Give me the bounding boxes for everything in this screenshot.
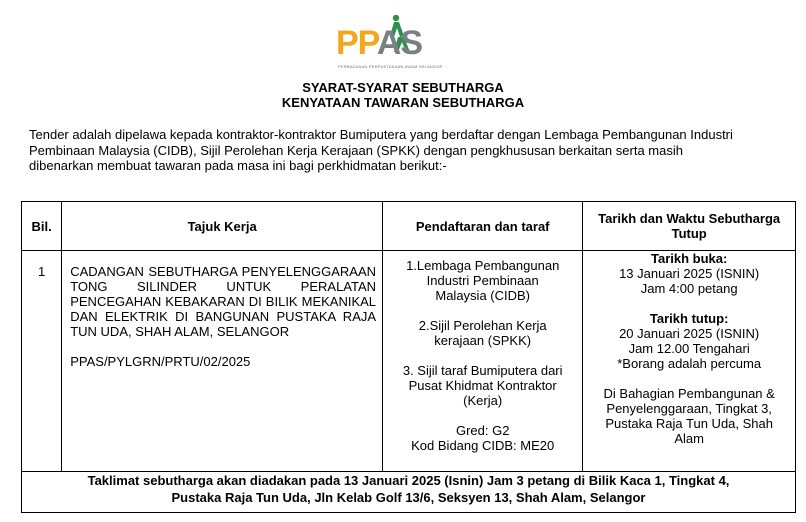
daftar-line: kerajaan (SPKK)	[434, 333, 532, 348]
row-bil: 1	[22, 251, 62, 472]
taklimat-line: Pustaka Raja Tun Uda, Jln Kelab Golf 13/6, Seksyen 13, Shah Alam, Selangor	[171, 490, 646, 505]
header-bil: Bil.	[22, 202, 62, 251]
taklimat-notice	[22, 472, 796, 513]
tajuk-line: PENCEGAHAN KEBAKARAN DI BILIK MEKANIKAL	[70, 294, 377, 309]
borang-note: *Borang adalah percuma	[617, 356, 762, 371]
ppas-logo-tagline: PERBADANAN PERPUSTAKAAN AWAM SELANGOR	[338, 64, 443, 69]
intro-line: Tender adalah dipelawa kepada kontraktor-kontraktor Bumiputera yang berdaftar dengan Lembaga Pembangunan Industri	[29, 127, 733, 142]
tajuk-line: CADANGAN SEBUTHARGA PENYELENGGARAAN	[70, 264, 377, 279]
row-pendaftaran	[383, 251, 583, 472]
tarikh-buka-date: 13 Januari 2025 (ISNIN)	[619, 266, 760, 281]
tarikh-buka-label: Tarikh buka:	[650, 251, 728, 266]
row-tajuk-kerja	[62, 251, 383, 472]
tarikh-tutup-date: 20 Januari 2025 (ISNIN)	[619, 326, 760, 341]
daftar-line: 3. Sijil taraf Bumiputera dari	[402, 363, 563, 378]
tarikh-buka-time: Jam 4:00 petang	[640, 281, 738, 296]
daftar-line: Pusat Khidmat Kontraktor	[408, 378, 557, 393]
header-pendaftaran: Pendaftaran dan taraf	[383, 202, 583, 251]
heading-line-2: KENYATAAN TAWARAN SEBUTHARGA	[281, 95, 525, 110]
location-line: Di Bahagian Pembangunan &	[603, 386, 775, 401]
ppas-logo	[336, 12, 443, 72]
heading-line-1: SYARAT-SYARAT SEBUTHARGA	[302, 80, 504, 95]
daftar-line: Industri Pembinaan	[426, 273, 539, 288]
daftar-line: Malaysia (CIDB)	[435, 288, 530, 303]
row-tarikh-waktu	[583, 251, 796, 472]
kod-bidang-value: Kod Bidang CIDB: ME20	[411, 438, 555, 453]
gred-value: Gred: G2	[455, 423, 510, 438]
tarikh-tutup-label: Tarikh tutup:	[649, 311, 729, 326]
intro-line: Pembinaan Malaysia (CIDB), Sijil Perolehan Kerja Kerajaan (SPKK) dengan pengkhususan berkaitan serta masih	[29, 142, 683, 158]
location-line: Pustaka Raja Tun Uda, Shah	[605, 416, 773, 431]
tender-table	[21, 201, 796, 513]
tajuk-line: DAN ELEKTRIK DI BANGUNAN PUSTAKA RAJA	[70, 309, 377, 324]
daftar-line: 1.Lembaga Pembangunan	[406, 258, 560, 273]
tarikh-tutup-time: Jam 12.00 Tengahari	[628, 341, 750, 356]
header-tarikh-waktu: Tarikh dan Waktu Sebutharga Tutup	[583, 202, 796, 251]
location-line: Alam	[674, 431, 704, 446]
taklimat-line: Taklimat sebutharga akan diadakan pada 13 Januari 2025 (Isnin) Jam 3 petang di Bilik Kaca 1, Tingkat 4,	[87, 473, 730, 488]
header-tajuk-kerja: Tajuk Kerja	[62, 202, 383, 251]
tajuk-line: TONG SILINDER UNTUK PERALATAN	[70, 279, 377, 294]
table-footer-row	[22, 472, 796, 513]
ppas-logo-text: PPAS	[336, 24, 423, 62]
intro-line: dibenarkan membuat tawaran pada masa ini bagi perkhidmatan berikut:-	[29, 158, 447, 173]
location-line: Penyelenggaraan, Tingkat 3,	[606, 401, 772, 416]
intro-paragraph	[29, 127, 783, 174]
tajuk-line: TUN UDA, SHAH ALAM, SELANGOR	[70, 324, 290, 339]
table-header-row	[22, 202, 796, 251]
table-row	[22, 251, 796, 472]
reference-number: PPAS/PYLGRN/PRTU/02/2025	[70, 354, 251, 369]
daftar-line: 2.Sijil Perolehan Kerja	[418, 318, 547, 333]
daftar-line: (Kerja)	[463, 393, 503, 408]
